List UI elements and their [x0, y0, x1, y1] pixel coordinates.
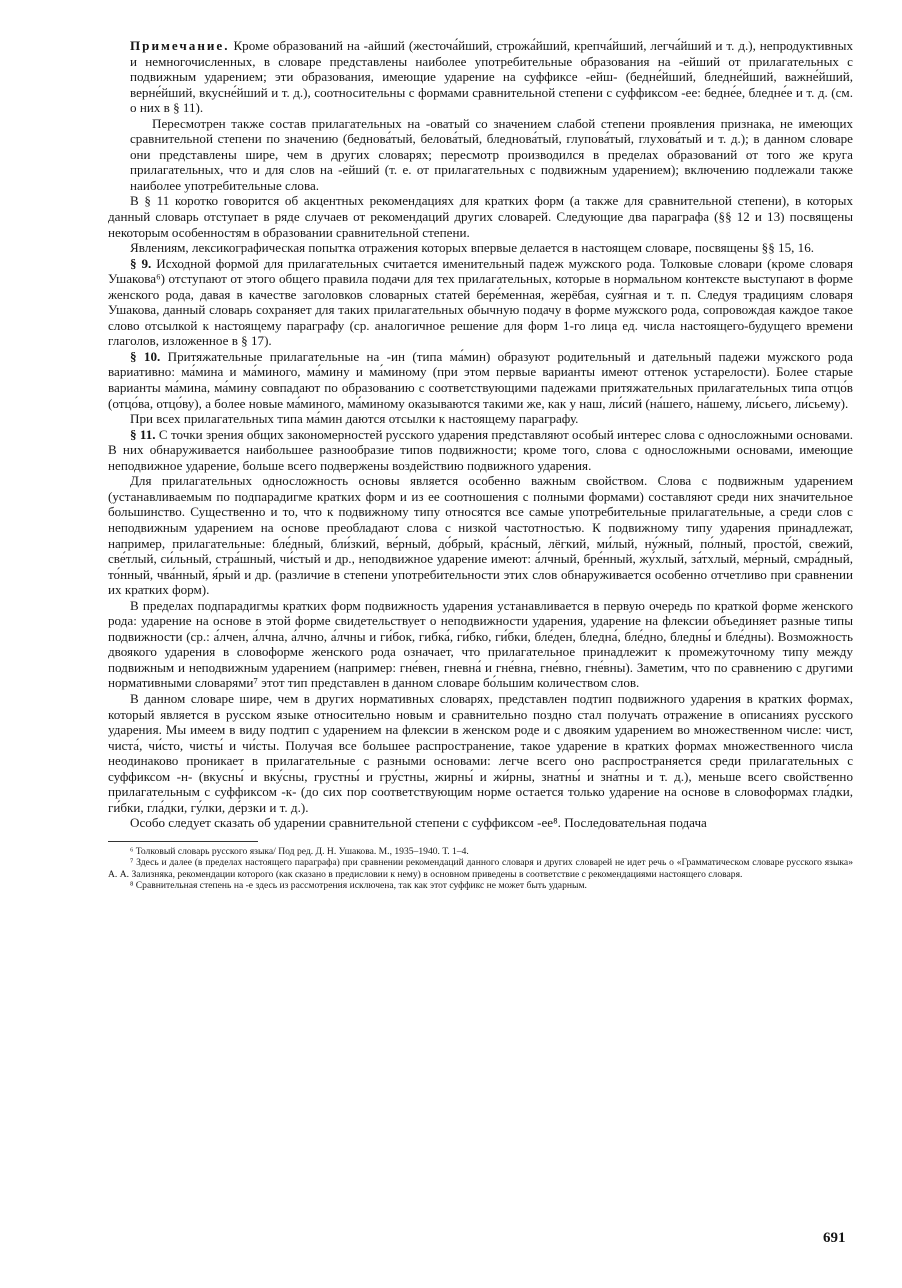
- page-body: [108, 38, 853, 892]
- note-paragraph-1: [130, 38, 853, 116]
- paragraph-6: Для прилагательных односложность основы является особенно важным свойством. Слова с подвижным ударением (устанавливаемым по подпарадигме кратких форм и из ее соотношения с полными формами) составляют среди них значительное большинство. Существенно и то, что к подвижному типу относятся все самые употребительные прилагательные, а среди слов с неподвижным ударением на основе преобладают слова с низкой частотностью. К подвижному типу ударения принадлежат, например, прилагательные: бле́дный, бли́зкий, ве́рный, до́брый, кра́сный, лёгкий, ми́лый, ну́жный, по́лный, просто́й, свежий, све́тлый, си́льный, стра́шный, чи́стый и др., неподвижное ударение имеют: а́лчный, бре́нный, жу́хлый, за́тхлый, ме́рный, смра́дный, то́нный, чва́нный, я́рый и др. (различие в степени употребительности этих слов обнаруживается особенно отчетливо при сравнении их кратких форм).: [108, 473, 853, 598]
- section-11-text: С точки зрения общих закономерностей русского ударения представляют особый интерес слова с односложными основами. В них обнаруживается наибольшее разнообразие типов подвижности; кроме того, слова с односложными основами, имеющие неподвижное ударение, больше всего подвержены воздействию подвижного ударения.: [108, 426, 853, 473]
- footnote-7: ⁷ Здесь и далее (в пределах настоящего параграфа) при сравнении рекомендаций данного словаря и других словарей не идет речь о «Грамматическом словаре русского языка» А. А. Зализняка, рекомендации которого (как сказано в предисловии к нему) в основном приведены в соответствие с рекомендациями настоящего словаря.: [108, 857, 853, 880]
- section-11: [108, 427, 853, 474]
- paragraph-4: Явлениям, лексикографическая попытка отражения которых впервые делается в настоящем словаре, посвящены §§ 15, 16.: [130, 240, 815, 256]
- paragraph-7: В пределах подпарадигмы кратких форм подвижность ударения устанавливается в первую очередь по краткой форме женского рода: ударение на основе в этой форме свидетельствует о неподвижности ударения, ударение на флексии объединяет разные типы подвижности (ср.: а́лчен, а́лчна, а́лчно, а́лчны и ги́бок, гибка́, ги́бко, ги́бки, бле́ден, бледна́, бле́дно, бледны́ и бле́дны). Возможность двоякого ударения в словоформе женского рода означает, что прилагательное принадлежит к промежуточному типу между подвижным и неподвижным ударением (например: гне́вен, гневна́ и гне́вна, гне́вно, гне́вны). Заметим, что по сравнению с другими нормативными словарями⁷ этот тип представлен в данном словаре бо́льшим количеством слов.: [108, 597, 853, 691]
- section-10-text: Притяжательные прилагательные на -ин (типа ма́мин) образуют родительный и дательный падежи мужского рода вариативно: ма́мина и ма́миного, ма́мину и ма́миному (при этом первые варианты имеют оттенок устарелости). Более старые варианты ма́мина, ма́мину совпадают по образованию с соответствующими падежами притяжательных прилагательных типа отцо́в (отцо́ва, отцо́ву), а более новые ма́миного, ма́миному оказываются такими же, как у наш, ли́сий (на́шего, на́шему, ли́сьего, ли́сьему).: [108, 348, 853, 411]
- section-9: [108, 256, 853, 349]
- note-label: Примечание.: [130, 38, 230, 53]
- paragraph-3: В § 11 коротко говорится об акцентных рекомендациях для кратких форм (а также для сравнительной степени), в которых данный словарь отступает в ряде случаев от рекомендаций других словарей. Следующие два параграфа (§§ 12 и 13) посвящены некоторым особенностям в образовании сравнительной степени.: [108, 193, 853, 240]
- page-number: 691: [823, 1230, 846, 1246]
- paragraph-8: В данном словаре шире, чем в других нормативных словарях, представлен подтип подвижного ударения в кратких формах, который является в русском языке относительно новым и сравнительно поздно стал получать отражение в описаниях русского ударения. Мы имеем в виду подтип с ударением на флексии в женском роде и с двояким ударением во множественном числе: чист, чиста́, чи́сто, чисты́ и чи́сты. Получая все большее распространение, такое ударение в кратких формах множественного числа неодинаково проникает в прилагательные с разными основами: легче всего оно распространяется среди прилагательных с суффиксом -н- (вкусны́ и вку́сны, грустны́ и гру́стны, жирны́ и жи́рны, знатны́ и зна́тны и т. д.), меньше всего свойственно прилагательным с суффиксом -к- (до сих пор соответствующим норме остается только ударение на основе в словоформах гла́дки, ги́бки, гла́дки, гу́лки, де́рзки и т. д.).: [108, 690, 853, 815]
- note-block: [108, 38, 853, 193]
- footnote-divider: [108, 841, 258, 842]
- section-10-label: § 10.: [130, 348, 161, 364]
- paragraph-9: Особо следует сказать об ударении сравнительной степени с суффиксом -ее⁸. Последовательная подача: [130, 815, 707, 831]
- paragraph-5: При всех прилагательных типа ма́мин даются отсылки к настоящему параграфу.: [130, 411, 579, 427]
- footnote-8: ⁸ Сравнительная степень на -е здесь из рассмотрения исключена, так как этот суффикс не может быть ударным.: [130, 880, 587, 892]
- note-paragraph-2: Пересмотрен также состав прилагательных на -оватый со значением слабой степени проявления признака, не имеющих сравнительной степени по значению (беднова́тый, белова́тый, бледнова́тый, глупова́тый, глухова́тый и т. д.); в данном словаре они представлены шире, чем в других словарях; пересмотр производился в пределах образований от того же круга прилагательных, что и для слов на -ейший (т. е. от прилагательных с подвижным ударением); включению подлежали также наиболее употребительные слова.: [130, 115, 853, 193]
- section-9-label: § 9.: [130, 255, 152, 271]
- footnote-6: ⁶ Толковый словарь русского языка/ Под ред. Д. Н. Ушакова. М., 1935–1940. Т. 1–4.: [130, 845, 469, 857]
- section-11-label: § 11.: [130, 426, 156, 442]
- section-9-text: Исходной формой для прилагательных считается именительный падеж мужского рода. Толковые словари (кроме словаря Ушакова⁶) отступают от этого общего правила подачи для тех прилагательных, которые в нормальном контексте выступают в форме женского рода, давая в качестве заголовков словарных статей бере́менная, жерёбая, суя́гная и т. п. Следуя традициям словаря Ушакова, данный словарь сохраняет для таких прилагательных обычную подачу в форме мужского рода, сопровождая каждое такое слово отсылкой к настоящему параграфу (ср. аналогичное решение для форм 1-го лица ед. числа настоящего-будущего времени глаголов, изложенное в § 17).: [108, 255, 853, 349]
- note-text-1: Кроме образований на -айший (жесточа́йший, строжа́йший, крепча́йший, легча́йший и т. д.), непродуктивных и немногочисленных, в словаре представлены наиболее употребительные образования на -ейший от прилагательных с подвижным ударением; эти образования, имеющие ударение на суффиксе -ейш- (бедне́йший, бледне́йший, важне́йший, верне́йший, вкусне́йший и т. д.), соотносительны с формами сравнительной степени с суффиксом -ее: бедне́е, бледне́е и т. д. (см. о них в § 11).: [130, 38, 853, 116]
- section-10: [108, 349, 853, 411]
